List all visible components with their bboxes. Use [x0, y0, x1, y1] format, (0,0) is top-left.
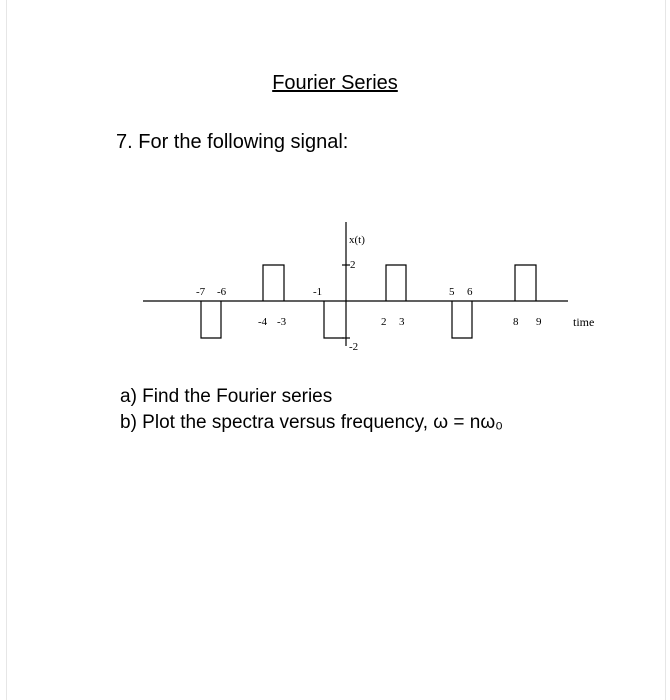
tick-label: -7 [196, 286, 206, 298]
pulse-negative-2 [324, 301, 344, 338]
tick-label: -3 [277, 316, 287, 328]
page-title: Fourier Series [272, 72, 398, 94]
pulse-positive-1 [263, 265, 284, 301]
pulse-positive-3 [515, 265, 536, 301]
y-axis-label: x(t) [349, 234, 365, 246]
tick-label: 5 [449, 286, 455, 298]
question-text: 7. For the following signal: [116, 131, 349, 153]
pulse-negative-3 [452, 301, 472, 338]
tick-label: -6 [217, 286, 227, 298]
time-axis-label: time [573, 315, 595, 329]
tick-label: 6 [467, 286, 473, 298]
high-level-label: 2 [350, 259, 356, 271]
signal-diagram [0, 210, 670, 370]
question-parts [120, 384, 503, 436]
pulse-positive-2 [386, 265, 406, 301]
tick-label: -4 [258, 316, 268, 328]
pulse-negative-1 [201, 301, 221, 338]
tick-label: 3 [399, 316, 405, 328]
part-a: a) Find the Fourier series [120, 386, 333, 407]
tick-label: 8 [513, 316, 519, 328]
tick-label: -1 [313, 286, 323, 298]
tick-label: 9 [536, 316, 542, 328]
low-level-label: -2 [349, 341, 359, 353]
part-b: b) Plot the spectra versus frequency, ω = nω₀ [120, 412, 504, 433]
tick-label: 2 [381, 316, 387, 328]
